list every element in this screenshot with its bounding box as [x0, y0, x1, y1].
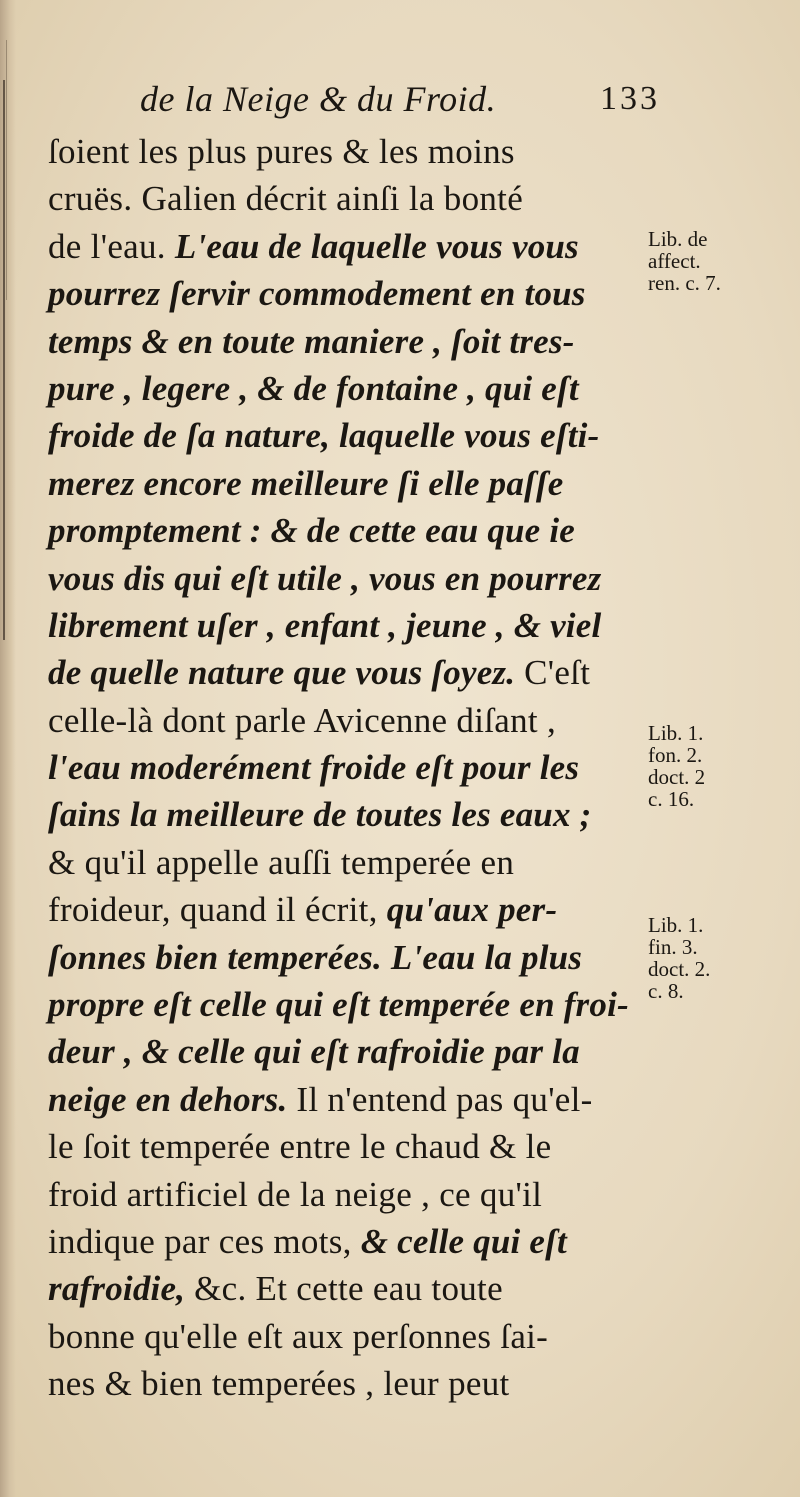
roman-text-run: nes & bien temperées , leur peut	[48, 1364, 510, 1404]
text-line	[48, 602, 648, 649]
text-line	[48, 649, 648, 696]
roman-text-run: C'eſt	[524, 653, 591, 693]
page-number: 133	[600, 80, 660, 117]
italic-text-run: vous dis qui eſt utile , vous en pourrez	[48, 558, 602, 598]
text-line	[48, 744, 648, 791]
text-line	[48, 175, 648, 222]
roman-text-run: cruës. Galien décrit ainſi la bonté	[48, 179, 524, 219]
text-line	[48, 128, 648, 175]
italic-text-run: rafroidie,	[48, 1269, 195, 1309]
italic-text-run: librement uſer , enfant , jeune , & viel	[48, 605, 602, 645]
text-line	[48, 270, 648, 317]
italic-text-run: ſains la meilleure de toutes les eaux ;	[48, 795, 592, 835]
margin-note-line: doct. 2.	[648, 957, 711, 981]
italic-text-run: qu'aux per-	[386, 890, 558, 930]
gutter-shadow-line	[6, 40, 7, 300]
roman-text-run: le ſoit temperée entre le chaud & le	[48, 1127, 552, 1167]
margin-note-line: Lib. de	[648, 227, 708, 251]
italic-text-run: de quelle nature que vous ſoyez.	[48, 653, 525, 693]
text-line	[48, 1218, 648, 1265]
text-line	[48, 223, 648, 270]
margin-note	[648, 914, 710, 1002]
running-title: de la Neige & du Froid.	[140, 79, 497, 119]
margin-note-line: affect.	[648, 249, 701, 273]
margin-note-line: c. 8.	[648, 979, 684, 1003]
roman-text-run: Il n'entend pas qu'el-	[296, 1079, 593, 1119]
margin-note-line: ren. c. 7.	[648, 271, 721, 295]
margin-note-line: c. 16.	[648, 787, 695, 811]
italic-text-run: & celle qui eſt	[360, 1221, 567, 1261]
roman-text-run: &c. Et cette eau toute	[194, 1269, 503, 1309]
text-line	[48, 555, 648, 602]
roman-text-run: & qu'il appelle auſſi temperée en	[48, 842, 515, 882]
margin-note-line: Lib. 1.	[648, 913, 704, 937]
text-line	[48, 839, 648, 886]
text-line	[48, 981, 648, 1028]
italic-text-run: l'eau moderément froide eſt pour les	[48, 748, 580, 788]
italic-text-run: propre eſt celle qui eſt temperée en froi-	[48, 985, 629, 1025]
text-line	[48, 1171, 648, 1218]
roman-text-run: ſoient les plus pures & les moins	[48, 132, 515, 171]
roman-text-run: celle-là dont parle Avicenne diſant ,	[48, 700, 557, 740]
text-line	[48, 1028, 648, 1075]
italic-text-run: pure , legere , & de fontaine , qui eſt	[48, 368, 579, 408]
roman-text-run: de l'eau.	[48, 226, 175, 266]
italic-text-run: ſonnes bien temperées. L'eau la plus	[48, 937, 583, 977]
margin-note-line: fon. 2.	[648, 743, 703, 767]
roman-text-run: bonne qu'elle eſt aux perſonnes ſai-	[48, 1316, 549, 1356]
margin-note	[648, 228, 721, 294]
roman-text-run: indique par ces mots,	[48, 1221, 361, 1261]
margin-note-line: Lib. 1.	[648, 721, 704, 745]
text-line	[48, 1360, 648, 1407]
text-line	[48, 365, 648, 412]
text-line	[48, 791, 648, 838]
text-line	[48, 507, 648, 554]
text-line	[48, 697, 648, 744]
italic-text-run: promptement : & de cette eau que ie	[48, 511, 576, 551]
text-line	[48, 934, 648, 981]
margin-note	[648, 722, 705, 810]
italic-text-run: merez encore meilleure ſi elle paſſe	[48, 463, 564, 503]
page-header	[140, 78, 660, 128]
body-text	[48, 128, 648, 1408]
margin-note-line: fin. 3.	[648, 935, 698, 959]
gutter-shadow-line	[3, 80, 5, 640]
italic-text-run: neige en dehors.	[48, 1079, 297, 1119]
text-line	[48, 460, 648, 507]
roman-text-run: froid artificiel de la neige , ce qu'il	[48, 1174, 543, 1214]
italic-text-run: deur , & celle qui eſt rafroidie par la	[48, 1032, 580, 1072]
text-line	[48, 886, 648, 933]
text-line	[48, 1313, 648, 1360]
text-line	[48, 318, 648, 365]
text-line	[48, 412, 648, 459]
italic-text-run: temps & en toute maniere , ſoit tres-	[48, 321, 575, 361]
text-line	[48, 1123, 648, 1170]
page-gutter	[0, 0, 16, 1497]
text-line	[48, 1265, 648, 1312]
italic-text-run: L'eau de laquelle vous vous	[174, 226, 579, 266]
italic-text-run: froide de ſa nature, laquelle vous eſti-	[48, 416, 600, 456]
italic-text-run: pourrez ſervir commodement en tous	[48, 274, 586, 314]
text-line	[48, 1076, 648, 1123]
roman-text-run: froideur, quand il écrit,	[48, 890, 387, 930]
margin-note-line: doct. 2	[648, 765, 706, 789]
